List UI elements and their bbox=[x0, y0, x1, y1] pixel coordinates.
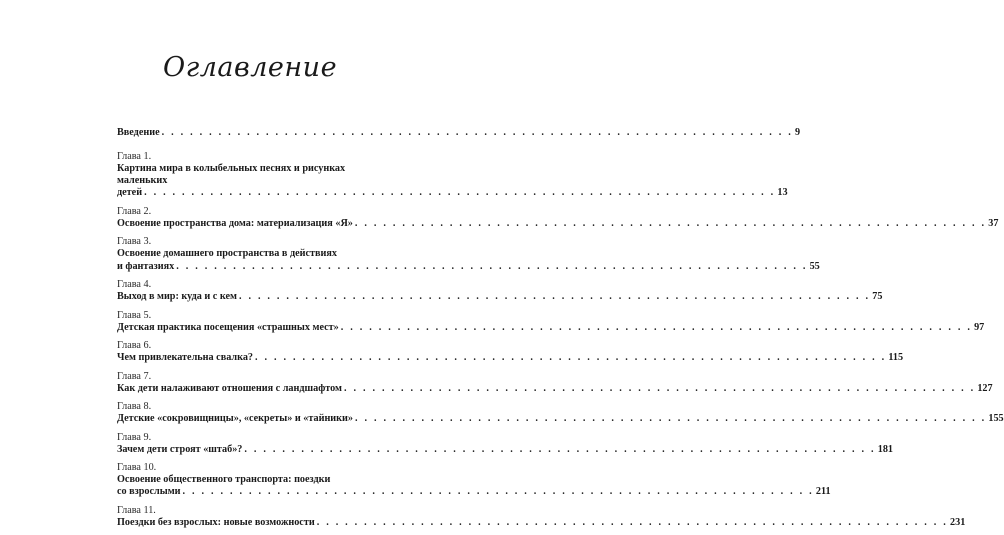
page-number: 231 bbox=[950, 516, 966, 528]
chapter-title: детей bbox=[117, 187, 143, 199]
page-number: 181 bbox=[877, 443, 894, 455]
chapter-title-row bbox=[117, 321, 985, 333]
chapter-title-row bbox=[117, 127, 801, 138]
toc-entry bbox=[117, 401, 1004, 425]
chapter-number: Глава 9. bbox=[117, 431, 152, 443]
page-title: Оглавление bbox=[162, 52, 338, 83]
dot-leader: . . . . . . . . . . . . . . . . . . . . . . . . . . . . . . . . . . . . . . . . . . . . . . . . . . . . . . . . . . . . . . . . . . . bbox=[182, 486, 814, 498]
toc-entry bbox=[117, 279, 883, 303]
chapter-number: Глава 1. bbox=[117, 151, 152, 162]
table-of-contents bbox=[117, 127, 1004, 535]
chapter-title-row bbox=[117, 486, 831, 498]
dot-leader: . . . . . . . . . . . . . . . . . . . . . . . . . . . . . . . . . . . . . . . . . . . . . . . . . . . . . . . . . . . . . . . . . . . bbox=[161, 127, 793, 138]
page-number: 13 bbox=[777, 187, 788, 199]
page-number: 211 bbox=[815, 486, 831, 498]
chapter-title-row bbox=[117, 291, 883, 303]
chapter-title-row bbox=[117, 443, 894, 455]
toc-entry bbox=[117, 504, 966, 528]
dot-leader: . . . . . . . . . . . . . . . . . . . . . . . . . . . . . . . . . . . . . . . . . . . . . . . . . . . . . . . . . . . . . . . . . . . bbox=[340, 321, 973, 333]
chapter-number: Глава 5. bbox=[117, 309, 152, 321]
chapter-number: Глава 6. bbox=[117, 340, 152, 352]
page-number: 55 bbox=[809, 260, 820, 272]
page-number: 155 bbox=[988, 413, 1004, 425]
chapter-title-row bbox=[117, 382, 993, 394]
chapter-number: Глава 11. bbox=[117, 504, 156, 516]
dot-leader: . . . . . . . . . . . . . . . . . . . . . . . . . . . . . . . . . . . . . . . . . . . . . . . . . . . . . . . . . . . . . . . . . . . bbox=[176, 260, 808, 272]
chapter-title-row bbox=[117, 516, 966, 528]
page-number: 97 bbox=[974, 321, 985, 333]
chapter-title-row bbox=[117, 260, 820, 272]
chapter-title: Детские «сокровищницы», «секреты» и «тайники» bbox=[117, 413, 354, 425]
chapter-number: Глава 8. bbox=[117, 401, 152, 413]
page-number: 75 bbox=[872, 291, 883, 303]
dot-leader: . . . . . . . . . . . . . . . . . . . . . . . . . . . . . . . . . . . . . . . . . . . . . . . . . . . . . . . . . . . . . . . . . . . bbox=[144, 187, 776, 199]
chapter-title: Поездки без взрослых: новые возможности bbox=[117, 516, 315, 528]
toc-entry bbox=[117, 309, 985, 333]
chapter-title: Как дети налаживают отношения с ландшафтом bbox=[117, 382, 342, 394]
toc-entry bbox=[117, 370, 993, 394]
dot-leader: . . . . . . . . . . . . . . . . . . . . . . . . . . . . . . . . . . . . . . . . . . . . . . . . . . . . . . . . . . . . . . . . . . . bbox=[244, 443, 876, 455]
toc-entry bbox=[117, 236, 820, 272]
chapter-title-row bbox=[117, 413, 1004, 425]
toc-entry bbox=[117, 340, 904, 364]
chapter-title: со взрослыми bbox=[117, 486, 181, 498]
dot-leader: . . . . . . . . . . . . . . . . . . . . . . . . . . . . . . . . . . . . . . . . . . . . . . . . . . . . . . . . . . . . . . . . . . . bbox=[354, 217, 987, 229]
chapter-number: Глава 2. bbox=[117, 205, 152, 217]
page-number: 115 bbox=[888, 352, 904, 364]
chapter-title: Введение bbox=[117, 127, 160, 138]
chapter-title: Освоение пространства дома: материализация «Я» bbox=[117, 217, 353, 229]
chapter-number: Глава 7. bbox=[117, 370, 152, 382]
toc-entry bbox=[117, 127, 801, 138]
toc-entry bbox=[117, 431, 894, 455]
page-number: 9 bbox=[794, 127, 801, 138]
chapter-title-line: Освоение общественного транспорта: поездки bbox=[117, 474, 331, 486]
page-number: 127 bbox=[977, 382, 993, 394]
dot-leader: . . . . . . . . . . . . . . . . . . . . . . . . . . . . . . . . . . . . . . . . . . . . . . . . . . . . . . . . . . . . . . . . . . . bbox=[355, 413, 987, 425]
chapter-title: Выход в мир: куда и с кем bbox=[117, 291, 237, 303]
chapter-title-row bbox=[117, 187, 788, 199]
chapter-title-row bbox=[117, 352, 904, 364]
chapter-title: Детская практика посещения «страшных мест» bbox=[117, 321, 339, 333]
page-number: 37 bbox=[988, 217, 999, 229]
chapter-number: Глава 4. bbox=[117, 279, 152, 291]
chapter-title: и фантазиях bbox=[117, 260, 175, 272]
chapter-number: Глава 10. bbox=[117, 462, 157, 474]
chapter-title: Чем привлекательна свалка? bbox=[117, 352, 254, 364]
toc-entry bbox=[117, 151, 788, 199]
dot-leader: . . . . . . . . . . . . . . . . . . . . . . . . . . . . . . . . . . . . . . . . . . . . . . . . . . . . . . . . . . . . . . . . . . . bbox=[238, 291, 871, 303]
toc-entry bbox=[117, 462, 831, 498]
chapter-title-line: Освоение домашнего пространства в действиях bbox=[117, 248, 337, 260]
chapter-title-row bbox=[117, 217, 999, 229]
chapter-number: Глава 3. bbox=[117, 236, 152, 248]
chapter-title-line: Картина мира в колыбельных песнях и рисунках маленьких bbox=[117, 163, 346, 187]
chapter-title: Зачем дети строят «штаб»? bbox=[117, 443, 243, 455]
dot-leader: . . . . . . . . . . . . . . . . . . . . . . . . . . . . . . . . . . . . . . . . . . . . . . . . . . . . . . . . . . . . . . . . . . . bbox=[255, 352, 887, 364]
toc-entry bbox=[117, 205, 999, 229]
dot-leader: . . . . . . . . . . . . . . . . . . . . . . . . . . . . . . . . . . . . . . . . . . . . . . . . . . . . . . . . . . . . . . . . . . . bbox=[316, 516, 949, 528]
dot-leader: . . . . . . . . . . . . . . . . . . . . . . . . . . . . . . . . . . . . . . . . . . . . . . . . . . . . . . . . . . . . . . . . . . . bbox=[343, 382, 976, 394]
